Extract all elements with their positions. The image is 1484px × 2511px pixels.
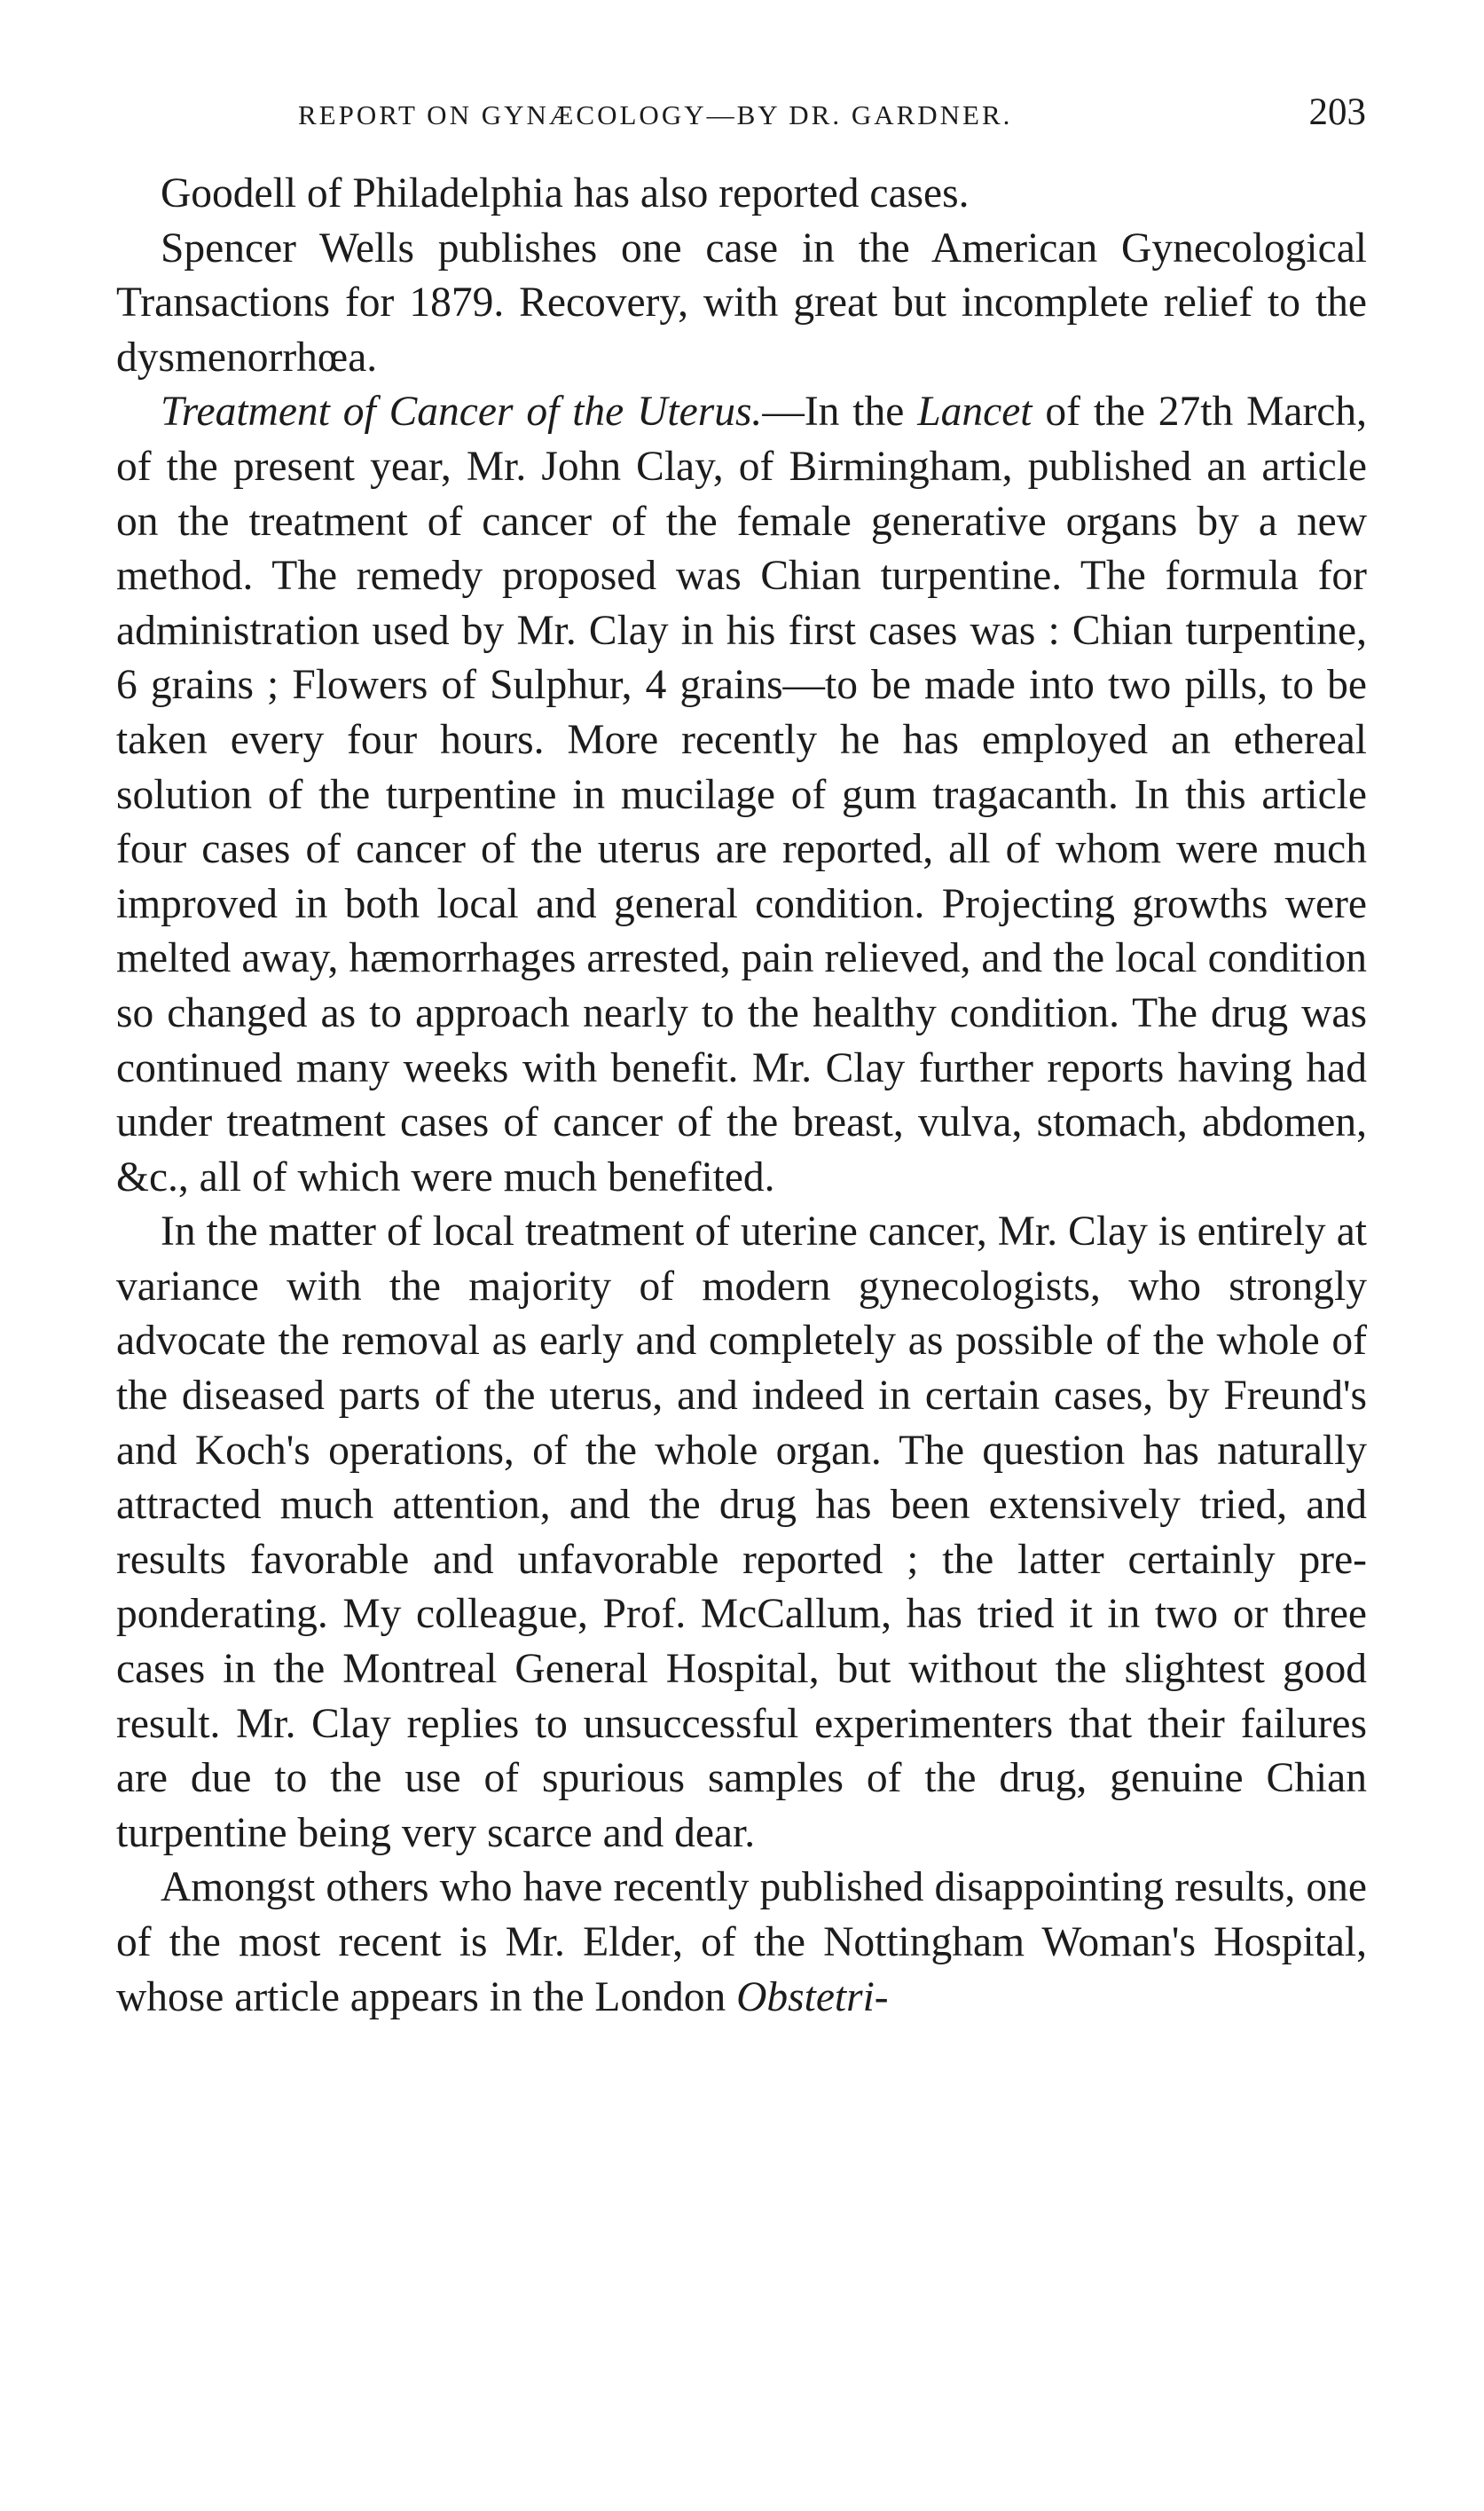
page-number: 203 [1308,91,1366,133]
text-run: —In the [762,389,918,436]
paragraph-goodell [116,167,1367,222]
running-title: REPORT ON GYNÆCOLOGY—BY DR. GARDNER. [298,99,1013,130]
text-run: Spencer Wells publishes one case in the American Gynecological Transactions for 1879. Recovery, with great but incomplete relief to the dysmenorrhœa. [116,224,1367,381]
paragraph-treatment-cancer [116,385,1367,1205]
text-run: Amongst others who have recently published disappointing results, one of the most recent is Mr. Elder, of the Nottingham Woman's Hospital, whose article appears in the London [116,1864,1367,2020]
paragraph-local-treatment [116,1205,1367,1861]
text-run: In the matter of local treatment of uterine cancer, Mr. Clay is entirely at variance with the majority of modern gynecologists, who strongly advocate the removal as early and completely as possible of the whole of the diseased parts of the uterus, and indeed in certain cases, by Freund's and Koch's operations, of the whole organ. The question has naturally attracted much attention, and the drug has been extensively tried, and results favorable and unfavorable reported ; the latter certainly preponderating. My colleague, Prof. McCallum, has tried it in two or three cases in the Montreal General Hospital, but without the slightest good result. Mr. Clay replies to unsuccessful experimenters that their failures are due to the use of spurious samples of the drug, genuine Chian turpentine being very scarce and dear. [116,1208,1367,1856]
italic-text: Treatment of Cancer of the Uterus. [161,389,763,436]
italic-text: Lancet [917,389,1033,436]
text-run: of the 27th March, of the present year, Mr. John Clay, of Birmingham, published an article on the treatment of cancer of the female generative organs by a new method. The remedy proposed was Chian turpentine. The formula for administration used by Mr. Clay in his first cases was : Chian turpentine, 6 grains ; Flowers of Sulphur, 4 grains—to be made into two pills, to be taken every four hours. More recently he has employed an ethereal solution of the turpentine in mucilage of gum tragacanth. In this article four cases of cancer of the uterus are reported, all of whom were much improved in both local and general condition. Projecting growths were melted away, hæmorrhages arrested, pain relieved, and the local condition so changed as to approach nearly to the healthy condition. The drug was continued many weeks with benefit. Mr. Clay further reports having had under treatment cases of cancer of the breast, vulva, stomach, abdomen, &c., all of which were much benefited. [116,389,1367,1200]
body-text [116,167,1367,2025]
italic-text: Obstetri- [736,1973,889,2020]
running-head [298,91,1366,144]
paragraph-elder [116,1861,1367,2025]
paragraph-spencer-wells [116,222,1367,386]
text-run: Goodell of Philadelphia has also reported cases. [161,170,970,216]
